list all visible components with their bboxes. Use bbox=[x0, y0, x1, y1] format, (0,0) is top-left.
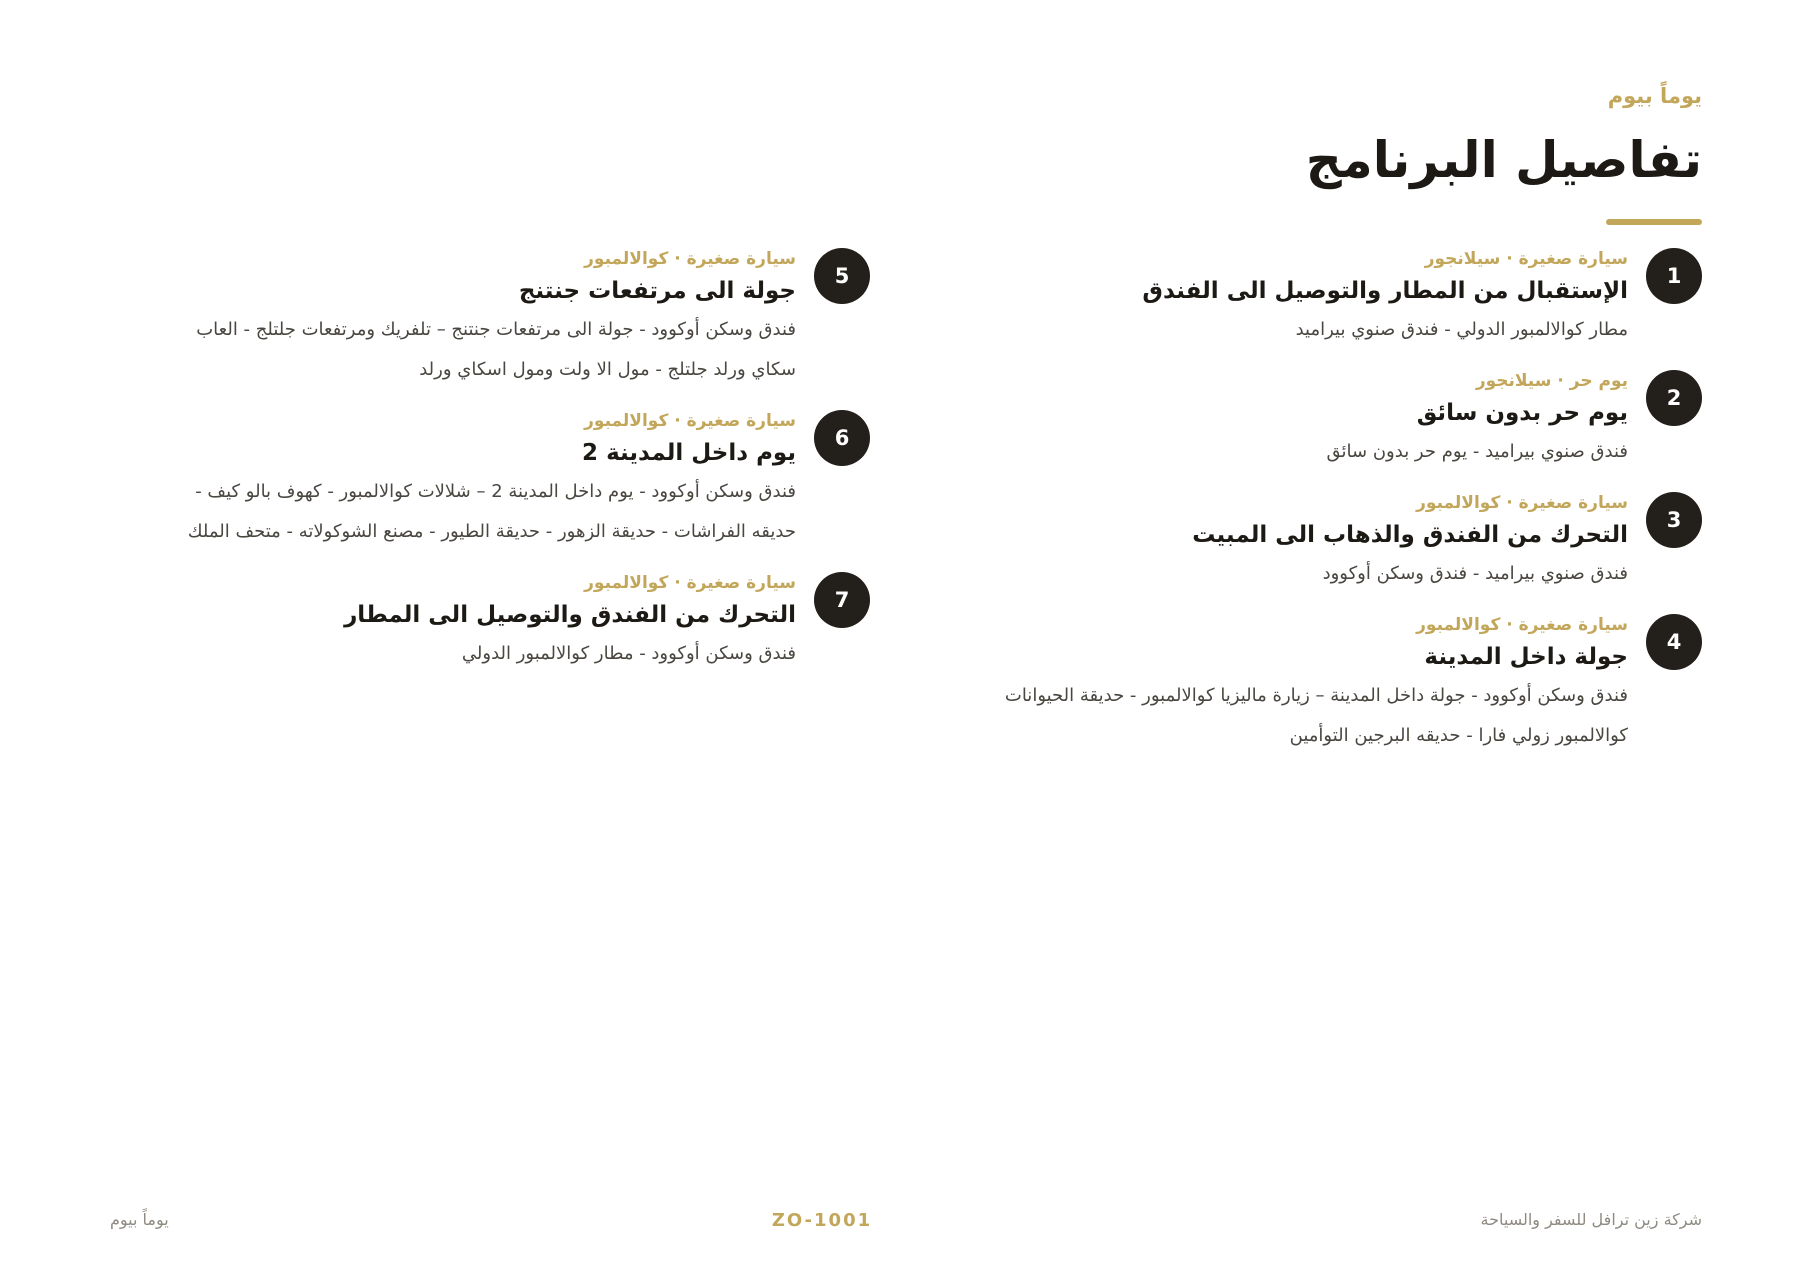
day-content bbox=[982, 490, 1628, 594]
day-number-badge: 7 bbox=[814, 572, 870, 628]
day-content bbox=[150, 408, 796, 552]
day-description: فندق وسكن أوكوود - مطار كوالالمبور الدولي bbox=[461, 643, 796, 664]
footer-subtitle: يوماً بيوم bbox=[110, 1210, 169, 1229]
day-description: فندق صنوي بيراميد - يوم حر بدون سائق bbox=[1326, 441, 1628, 462]
day-meta: سيارة صغيرة · سيلانجور bbox=[1424, 249, 1628, 269]
footer-program-code: ZO-1001 bbox=[771, 1210, 873, 1231]
day-description: فندق وسكن أوكوود - جولة الى مرتفعات جنتنج – تلفريك ومرتفعات جلتلج - العاب سكاي ورلد جلتلج - مول الا ولت ومول اسكاي ورلد bbox=[196, 319, 796, 380]
day-item bbox=[150, 408, 870, 552]
footer-company: شركة زين ترافل للسفر والسياحة bbox=[1480, 1210, 1702, 1229]
day-number-badge: 4 bbox=[1646, 614, 1702, 670]
day-content bbox=[982, 246, 1628, 350]
day-content bbox=[982, 612, 1628, 756]
day-description: فندق وسكن أوكوود - جولة داخل المدينة – زيارة ماليزيا كوالالمبور - حديقة الحيوانات كوالالمبور زولي فارا - حديقه البرجين التوأمين bbox=[1004, 685, 1628, 746]
day-meta: سيارة صغيرة · كوالالمبور bbox=[584, 573, 796, 593]
day-item bbox=[982, 612, 1702, 756]
day-item bbox=[150, 570, 870, 674]
day-description: فندق وسكن أوكوود - يوم داخل المدينة 2 – شلالات كوالالمبور - كهوف بالو كيف - حديقه الفراشات - حديقة الزهور - حديقة الطيور - مصنع الشوكولاته - متحف الملك bbox=[187, 481, 796, 542]
day-content bbox=[982, 368, 1628, 472]
day-meta: سيارة صغيرة · كوالالمبور bbox=[1416, 615, 1628, 635]
day-number-badge: 5 bbox=[814, 248, 870, 304]
day-number-badge: 1 bbox=[1646, 248, 1702, 304]
day-title: جولة داخل المدينة bbox=[1424, 644, 1628, 670]
day-title: التحرك من الفندق والذهاب الى المبيت bbox=[1192, 522, 1628, 548]
day-title: يوم حر بدون سائق bbox=[1416, 400, 1628, 426]
day-item bbox=[982, 368, 1702, 472]
section-kicker: يوماً بيوم bbox=[1607, 84, 1702, 108]
day-number-badge: 6 bbox=[814, 410, 870, 466]
day-number-badge: 2 bbox=[1646, 370, 1702, 426]
day-title: جولة الى مرتفعات جنتنج bbox=[518, 278, 796, 304]
day-meta: سيارة صغيرة · كوالالمبور bbox=[1416, 493, 1628, 513]
day-title: الإستقبال من المطار والتوصيل الى الفندق bbox=[1142, 278, 1628, 304]
day-description: مطار كوالالمبور الدولي - فندق صنوي بيراميد bbox=[1295, 319, 1628, 340]
day-content bbox=[150, 570, 796, 674]
day-item bbox=[982, 490, 1702, 594]
day-meta: يوم حر · سيلانجور bbox=[1475, 371, 1628, 391]
page-header bbox=[1306, 86, 1702, 188]
day-title: يوم داخل المدينة 2 bbox=[582, 440, 796, 466]
day-content bbox=[150, 246, 796, 390]
title-underline bbox=[1606, 219, 1702, 225]
day-number-badge: 3 bbox=[1646, 492, 1702, 548]
day-item bbox=[982, 246, 1702, 350]
day-item bbox=[150, 246, 870, 390]
day-meta: سيارة صغيرة · كوالالمبور bbox=[584, 411, 796, 431]
page-title: تفاصيل البرنامج bbox=[1305, 131, 1702, 189]
itinerary-column-left bbox=[150, 246, 870, 692]
day-description: فندق صنوي بيراميد - فندق وسكن أوكوود bbox=[1322, 563, 1628, 584]
day-title: التحرك من الفندق والتوصيل الى المطار bbox=[344, 602, 796, 628]
day-meta: سيارة صغيرة · كوالالمبور bbox=[584, 249, 796, 269]
itinerary-column-right bbox=[982, 246, 1702, 774]
